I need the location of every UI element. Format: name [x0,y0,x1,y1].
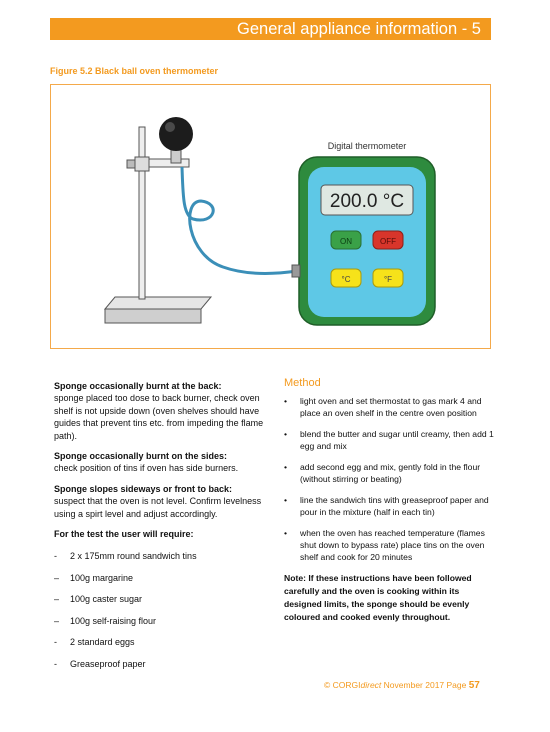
list-dash: – [54,594,60,605]
ingredients-list [54,550,276,669]
thermometer-diagram [51,85,492,350]
list-item [54,593,276,605]
copyright-text: © CORGI [324,680,361,690]
device-label: Digital thermometer [327,141,407,151]
list-item [54,572,276,584]
list-item [54,615,276,627]
method-column [284,377,494,624]
method-steps [284,395,494,563]
clamp-knob [127,160,135,168]
step-text: when the oven has reached temperature (flames shut down to bypass rate) place tins on the oven shelf and cook for 20 minutes [300,528,485,562]
list-item [284,395,494,419]
list-dash: – [54,572,60,583]
list-item [54,658,276,670]
slopes-text: suspect that the oven is not level. Confirm levelness using a spirt level and adjust accordingly. [54,496,262,519]
ingredient-text: 100g caster sugar [70,594,143,605]
step-text: light oven and set thermostat to gas mark 4 and place an oven shelf in the centre oven position [300,396,482,418]
ingredient-text: 2 standard eggs [70,637,135,648]
probe-holder [171,149,181,163]
bullet-icon: • [284,495,288,505]
list-item [284,494,494,518]
footer-date: November 2017 Page [383,680,467,690]
burnt-sides-heading: Sponge occasionally burnt on the sides: [54,451,228,462]
list-item [284,461,494,485]
slopes-heading: Sponge slopes sideways or front to back: [54,483,233,494]
probe-cable [182,167,297,274]
list-dash: - [54,637,57,648]
list-item [54,550,276,562]
ingredient-text: 100g self-raising flour [70,615,157,626]
ball-highlight [165,122,175,132]
method-heading: Method [284,377,321,389]
list-item [284,527,494,563]
stand-rod [139,127,145,299]
requirements-heading: For the test the user will require: [54,529,194,540]
bullet-icon: • [284,429,288,439]
black-ball [159,117,193,151]
fahrenheit-button-label: °F [383,275,393,284]
ingredient-text: 2 x 175mm round sandwich tins [70,551,197,562]
ingredient-text: 100g margarine [70,572,134,583]
stand-clamp [135,157,149,171]
step-text: line the sandwich tins with greaseproof paper and pour in the mixture (half in each tin) [300,495,489,517]
list-dash: - [54,658,57,669]
page-number: 57 [468,680,480,691]
cable-connector [292,265,300,277]
burnt-back-heading: Sponge occasionally burnt at the back: [54,381,222,391]
celsius-button-label: °C [341,275,351,284]
list-item [284,428,494,452]
ingredient-text: Greaseproof paper [70,658,146,669]
bullet-icon: • [284,462,288,472]
bullet-icon: • [284,396,288,406]
list-dash: – [54,615,60,626]
troubleshooting-column [54,380,276,679]
section-header-banner [50,18,491,40]
list-item [54,636,276,648]
list-dash: - [54,551,57,562]
burnt-sides-text: check position of tins if oven has side burners. [54,463,239,474]
stand-base [105,309,201,323]
temperature-readout: 200.0 °C [329,191,405,212]
note-text: Note: If these instructions have been followed carefully and the oven is cooking within its designed limits, the sponge should be evenly coloured and cooked evenly throughout. [284,573,472,622]
figure-illustration [50,84,491,349]
page-footer [324,680,480,691]
section-title: General appliance information - 5 [237,20,481,38]
brand-text: direct [360,680,382,690]
burnt-back-text: sponge placed too dose to back burner, check oven shelf is not upside down (oven shelves should have guides that prevent tins etc. from impeding the flame path). [54,393,264,441]
stand-arm [149,159,189,167]
bullet-icon: • [284,528,288,538]
figure-caption: Figure 5.2 Black ball oven thermometer [50,66,219,76]
step-text: add second egg and mix, gently fold in the flour (without stirring or beating) [300,462,481,484]
step-text: blend the butter and sugar until creamy, then add 1 egg and mix [300,429,494,451]
on-button-label: ON [340,237,352,246]
stand-base-top [105,297,211,309]
off-button-label: OFF [380,237,396,246]
